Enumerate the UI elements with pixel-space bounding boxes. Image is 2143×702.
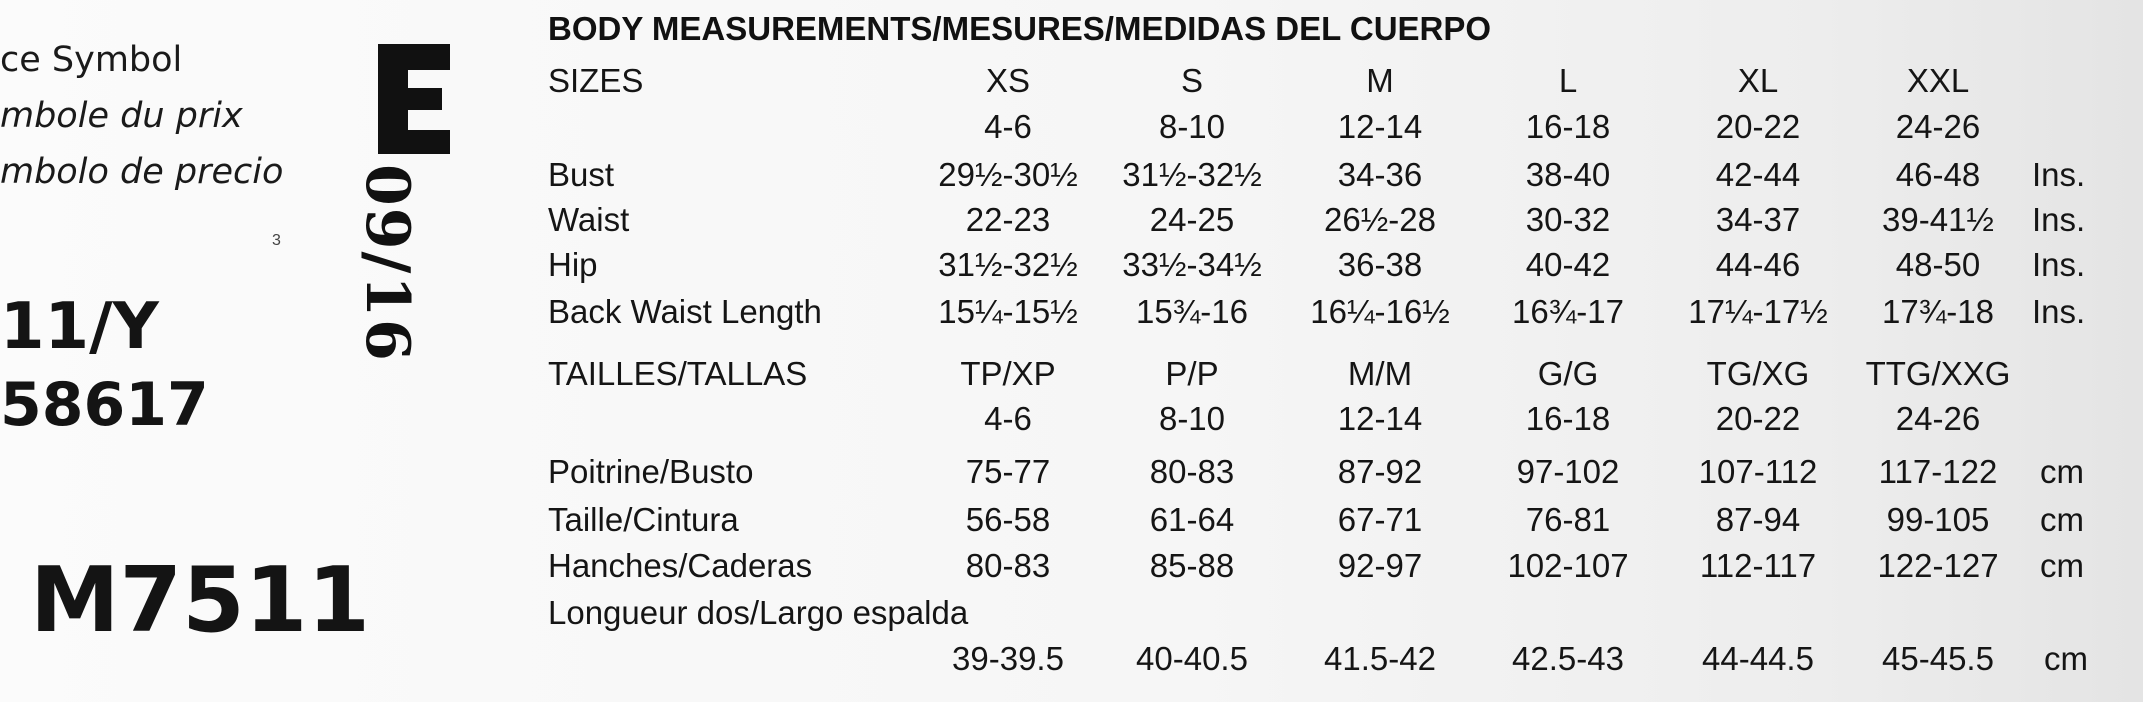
sizes-label: SIZES [548,62,644,99]
size-range: 24-26 [1895,108,1981,145]
size-header: XS [985,62,1031,99]
size-header: G/G [1537,355,1599,392]
size-range: 12-14 [1337,108,1423,145]
table-cell: 22-23 [965,201,1051,238]
price-symbol-es: mbolo de precio [0,152,284,192]
table-cell: 97-102 [1516,453,1620,490]
row-label-bust: Bust [548,156,615,193]
table-cell: 76-81 [1525,501,1611,538]
row-label-longueur-dos: Longueur dos/Largo espalda [548,594,969,631]
size-header: XXL [1906,62,1970,99]
table-cell: 31½-32½ [938,246,1078,283]
price-symbol-en: ce Symbol [0,40,183,80]
table-cell: 16¾-17 [1512,293,1624,330]
size-range: 24-26 [1895,400,1981,437]
size-range: 4-6 [984,400,1032,437]
row-label-waist: Waist [548,201,630,238]
row-label-taille-cintura: Taille/Cintura [548,501,739,538]
table-cell: 75-77 [965,453,1051,490]
table-cell: 16¼-16½ [1310,293,1450,330]
size-header: M [1366,62,1394,99]
chart-title: BODY MEASUREMENTS/MESURES/MEDIDAS DEL CUERPO [548,10,1492,47]
size-header: TG/XG [1706,355,1810,392]
table-cell: 44-44.5 [1702,640,1814,677]
unit-label: cm [2040,547,2084,584]
size-header: S [1180,62,1203,99]
unit-label: cm [2040,501,2084,538]
row-label-back-waist-length: Back Waist Length [548,293,822,330]
table-cell: 45-45.5 [1882,640,1994,677]
table-cell: 15¼-15½ [938,293,1078,330]
table-cell: 41.5-42 [1324,640,1436,677]
table-cell: 17¾-18 [1882,293,1994,330]
unit-label: Ins. [2032,246,2086,283]
pattern-number: M7511 [30,548,371,653]
table-cell: 36-38 [1337,246,1423,283]
table-cell: 15¾-16 [1136,293,1248,330]
stamp-date: 09/16 [352,164,422,363]
stamp-logo-icon [378,44,450,154]
table-cell: 87-94 [1715,501,1801,538]
table-cell: 34-36 [1337,156,1423,193]
table-cell: 40-42 [1525,246,1611,283]
table-cell: 80-83 [1149,453,1235,490]
size-range: 16-18 [1525,108,1611,145]
row-label-poitrine-busto: Poitrine/Busto [548,453,754,490]
table-cell: 56-58 [965,501,1051,538]
size-header: L [1558,62,1578,99]
unit-label: Ins. [2032,201,2086,238]
unit-label: cm [2040,453,2084,490]
table-cell: 44-46 [1715,246,1801,283]
size-header: TTG/XXG [1865,355,2011,392]
price-code-line2: 58617 [0,370,209,440]
row-label-hip: Hip [548,246,598,283]
unit-label: Ins. [2032,156,2086,193]
table-cell: 33½-34½ [1122,246,1262,283]
tailles-tallas-label: TAILLES/TALLAS [548,355,808,392]
size-header: M/M [1347,355,1413,392]
size-range: 20-22 [1715,400,1801,437]
table-cell: 39-41½ [1882,201,1994,238]
table-cell: 122-127 [1877,547,1999,584]
table-cell: 34-37 [1715,201,1801,238]
table-cell: 31½-32½ [1122,156,1262,193]
table-cell: 42.5-43 [1512,640,1624,677]
price-tick-mark: 3 [272,232,281,249]
size-range: 12-14 [1337,400,1423,437]
table-cell: 85-88 [1149,547,1235,584]
date-stamp [352,44,450,434]
table-cell: 99-105 [1886,501,1990,538]
table-cell: 38-40 [1525,156,1611,193]
size-header: XL [1737,62,1779,99]
table-cell: 29½-30½ [938,156,1078,193]
price-code-line1: 11/Y [0,290,159,364]
table-cell: 30-32 [1525,201,1611,238]
size-range: 8-10 [1158,400,1226,437]
table-cell: 61-64 [1149,501,1235,538]
table-cell: 102-107 [1507,547,1629,584]
table-cell: 107-112 [1698,453,1818,490]
table-cell: 112-117 [1699,547,1817,584]
table-cell: 26½-28 [1324,201,1436,238]
table-cell: 80-83 [965,547,1051,584]
size-range: 16-18 [1525,400,1611,437]
table-cell: 39-39.5 [952,640,1064,677]
size-header: P/P [1165,355,1219,392]
size-range: 20-22 [1715,108,1801,145]
table-cell: 92-97 [1337,547,1423,584]
table-cell: 117-122 [1878,453,1998,490]
row-label-hanches-caderas: Hanches/Caderas [548,547,813,584]
size-range: 8-10 [1158,108,1226,145]
price-symbol-fr: mbole du prix [0,96,243,136]
table-cell: 48-50 [1895,246,1981,283]
table-cell: 40-40.5 [1136,640,1248,677]
table-cell: 67-71 [1337,501,1423,538]
table-cell: 42-44 [1715,156,1801,193]
unit-label: Ins. [2032,293,2086,330]
table-cell: 87-92 [1337,453,1423,490]
size-header: TP/XP [960,355,1056,392]
table-cell: 24-25 [1149,201,1235,238]
unit-label: cm [2044,640,2088,677]
table-cell: 46-48 [1895,156,1981,193]
table-cell: 17¼-17½ [1688,293,1828,330]
size-range: 4-6 [984,108,1032,145]
